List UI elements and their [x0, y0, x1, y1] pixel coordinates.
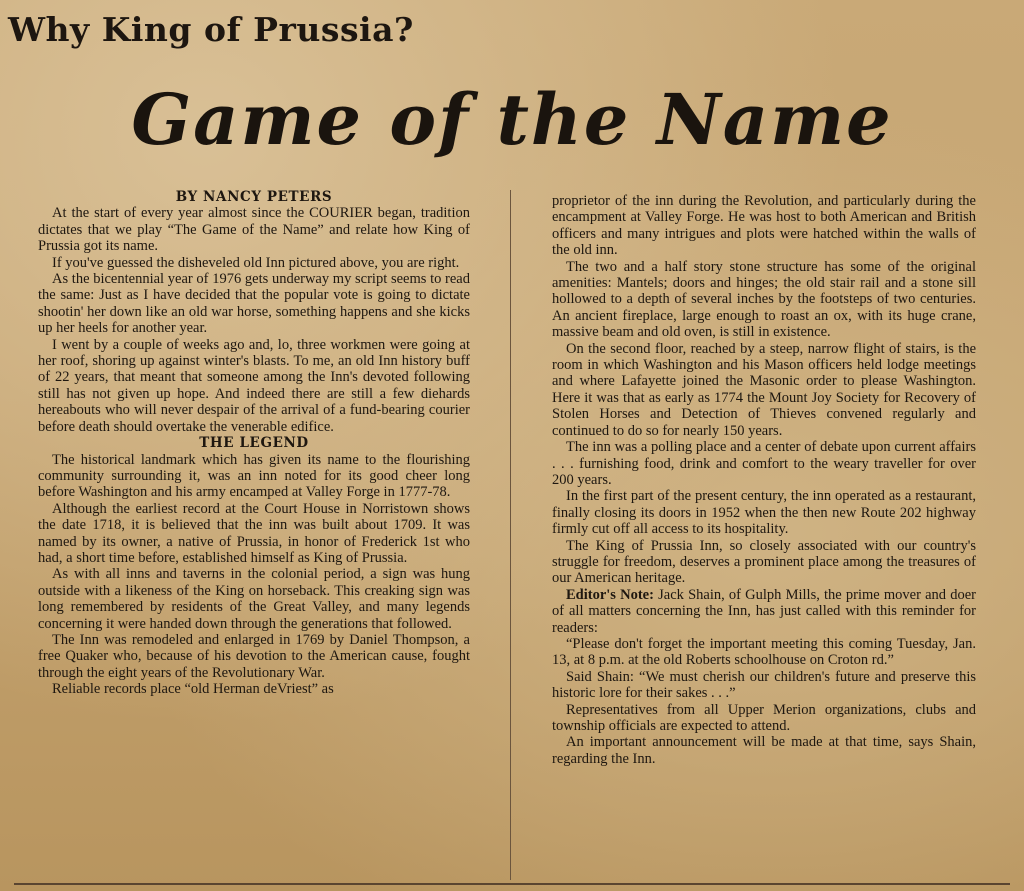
bottom-edge-rule — [14, 883, 1010, 885]
paragraph: In the first part of the present century, the inn operated as a restaurant, finally closing its doors in 1952 when the then new Route 202 highway firmly cut off all access to its hospitality. — [552, 488, 976, 538]
paragraph: As with all inns and taverns in the colonial period, a sign was hung outside with a likeness of the King on horseback. This creaking sign was long remembered by residents of the Great Valley, and many legends concerning it were handed down through the generations that followed. — [38, 566, 470, 632]
paragraph: At the start of every year almost since the COURIER began, tradition dictates that we play “The Game of the Name” and relate how King of Prussia got its name. — [38, 205, 470, 255]
main-headline: Game of the Name — [131, 78, 893, 161]
paragraph: Said Shain: “We must cherish our children's future and preserve this historic lore for their sakes . . .” — [552, 668, 976, 702]
section-subhead: THE LEGEND — [199, 435, 309, 452]
paragraph: An important announcement will be made at that time, says Shain, regarding the Inn. — [552, 734, 976, 767]
paragraph: If you've guessed the disheveled old Inn pictured above, you are right. — [52, 254, 460, 271]
paragraph: The two and a half story stone structure has some of the original amenities: Mantels; doors and hinges; the old stair rail and a stone sill hollowed to a depth of several inches by the footsteps of two centuries. An ancient fireplace, large enough to roast an ox, with its huge crane, massive beam and old oven, is still in existence. — [552, 258, 976, 341]
paragraph: Reliable records place “old Herman deVriest” as — [52, 681, 334, 698]
column-divider — [510, 190, 511, 880]
paragraph: The Inn was remodeled and enlarged in 1769 by Daniel Thompson, a free Quaker who, because of his devotion to the American cause, fought through the eight years of the Revolutionary War. — [38, 631, 470, 681]
left-column — [38, 189, 470, 698]
paragraph: I went by a couple of weeks ago and, lo, three workmen were going at her roof, shoring up against winter's blasts. To me, an old Inn history buff of 22 years, that meant that someone among the Inn's devoted following still has not given up hope. And indeed there are still a few diehards hereabouts who will never despair of the arrival of a fund-bearing courier before death should overtake the venerable edifice. — [38, 336, 470, 435]
editors-note — [552, 587, 976, 636]
paragraph: “Please don't forget the important meeting this coming Tuesday, Jan. 13, at 8 p.m. at the old Roberts schoolhouse on Croton rd.” — [552, 635, 976, 669]
byline: BY NANCY PETERS — [175, 189, 333, 205]
paragraph: Representatives from all Upper Merion organizations, clubs and township officials are expected to attend. — [552, 701, 976, 734]
paragraph-continuation: proprietor of the inn during the Revolution, and particularly during the encampment at Valley Forge. He was host to both American and British officers and many intrigues and plots were hatched within the walls of the old inn. — [552, 193, 976, 259]
editors-note-text: Jack Shain, of Gulph Mills, the prime mover and doer of all matters concerning the Inn, has just called with this reminder for readers: — [552, 586, 977, 636]
paragraph: On the second floor, reached by a steep, narrow flight of stairs, is the room in which Washington and his Mason officers held lodge meetings and where Lafayette joined the Masonic order to please Washington. Here it was that as early as 1774 the Mount Joy Society for Recovery of Stolen Horses and Detection of Thieves convened regularly and continued to do so for nearly 150 years. — [552, 340, 976, 439]
paragraph: Although the earliest record at the Court House in Norristown shows the date 1718, it is believed that the inn was built about 1709. It was named by its owner, a native of Prussia, in honor of Frederick 1st who had, a short time before, established himself as King of Prussia. — [38, 500, 470, 566]
paragraph: The historical landmark which has given its name to the flourishing community surrounding it, was an inn noted for its good cheer long before Washington and his army encamped at Valley Forge in 1777-78. — [38, 451, 470, 501]
paragraph: As the bicentennial year of 1976 gets underway my script seems to read the same: Just as I have decided that the popular vote is going to dictate shootin' her down like an old war horse, something happens and she kicks up her heels for another year. — [38, 271, 470, 337]
right-column — [552, 193, 976, 767]
kicker-headline: Why King of Prussia? — [8, 10, 414, 49]
editors-note-label: Editor's Note: — [566, 586, 654, 603]
paragraph: The inn was a polling place and a center of debate upon current affairs . . . furnishing food, drink and comfort to the weary traveller for over 200 years. — [552, 439, 976, 488]
paragraph: The King of Prussia Inn, so closely associated with our country's struggle for freedom, deserves a prominent place among the treasures of our American heritage. — [552, 537, 976, 587]
